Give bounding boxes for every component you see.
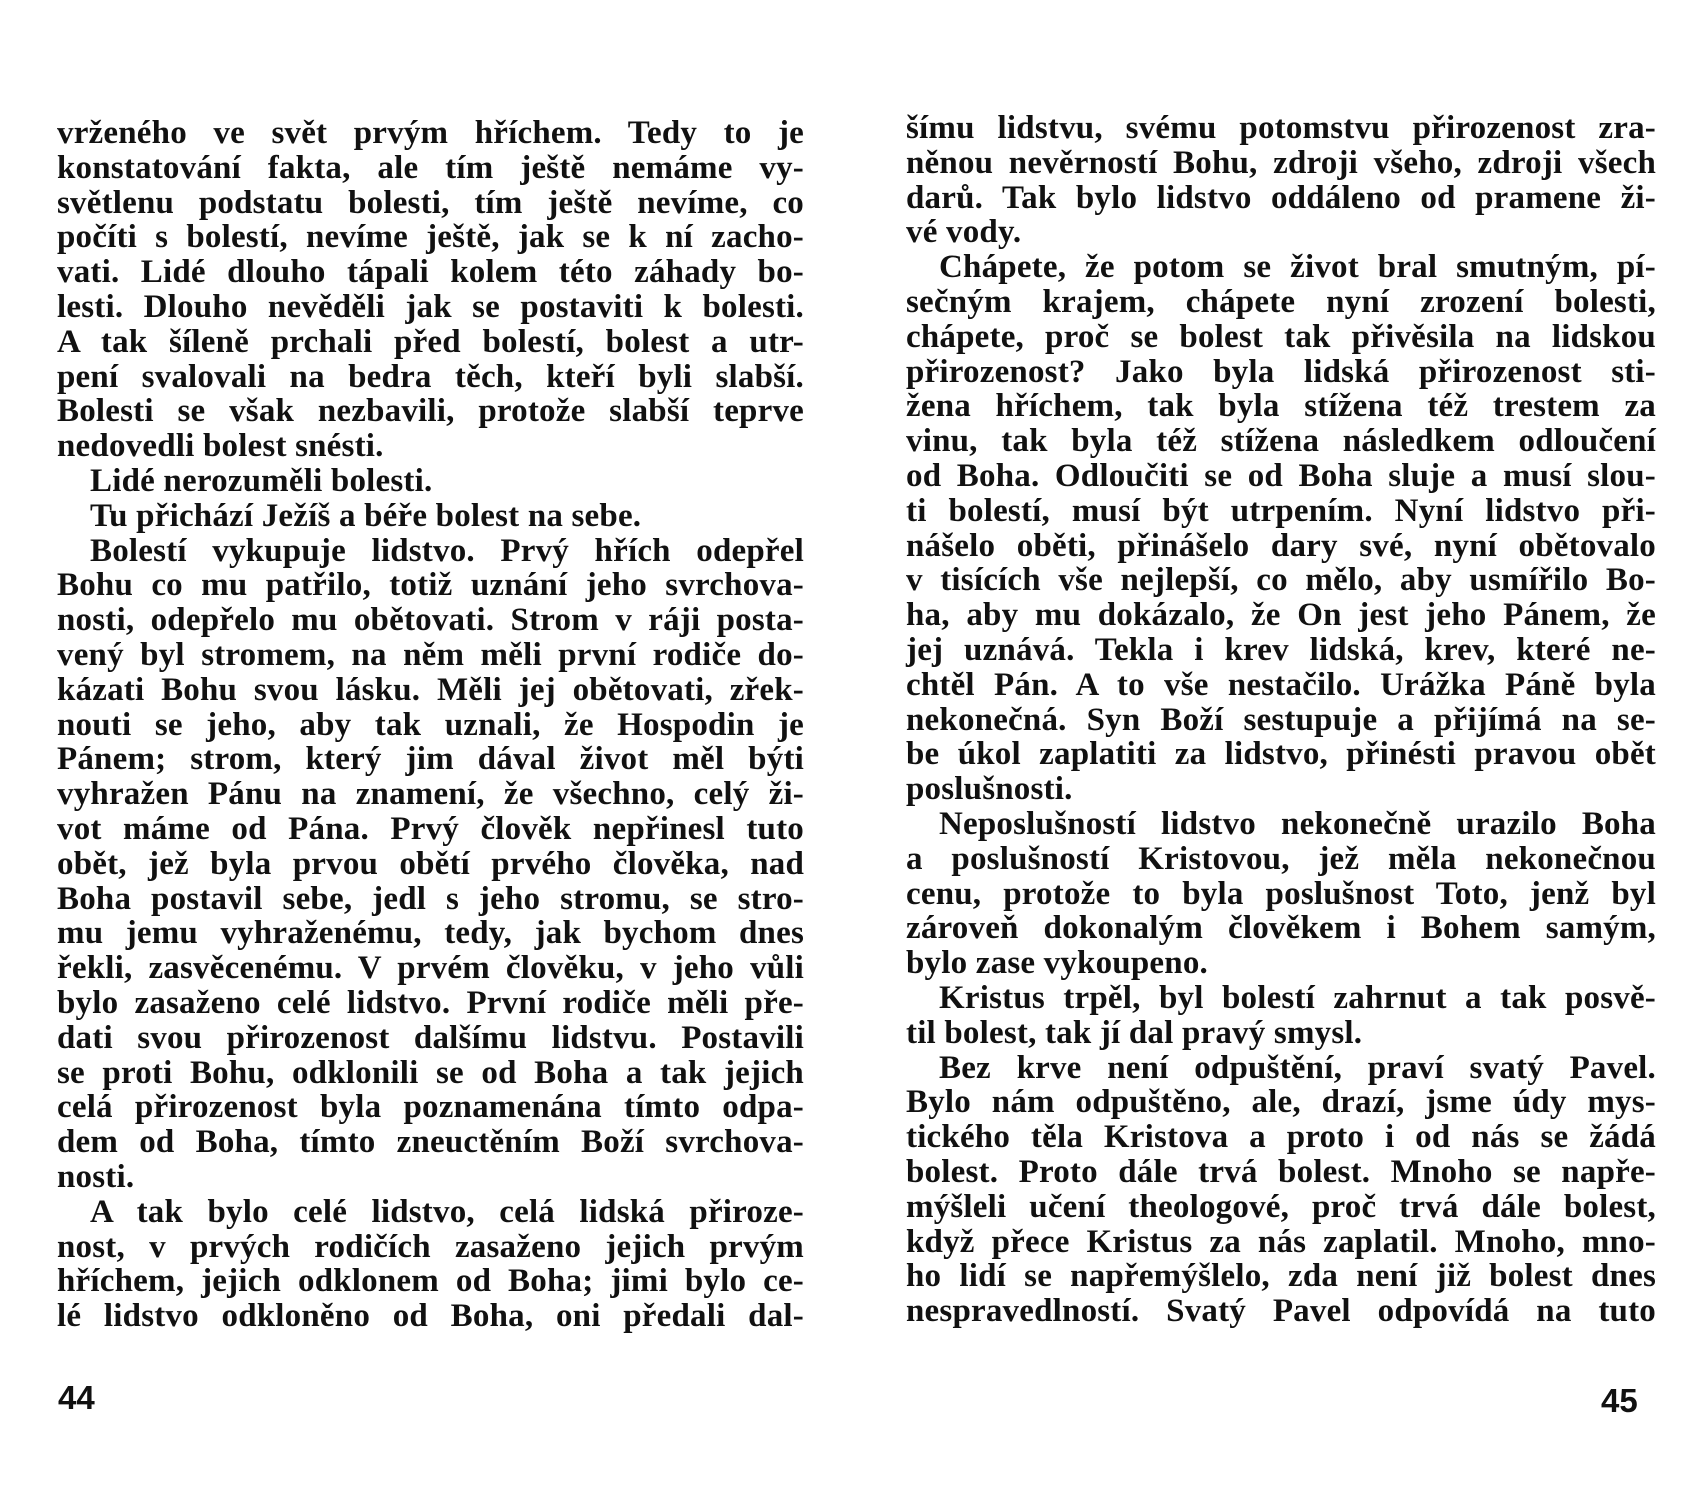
text-line: vati. Lidé dlouho tápali kolem této záhady bo- (57, 254, 804, 291)
text-line: A tak šíleně prchali před bolestí, bolest a utr- (57, 323, 804, 360)
text-line: se proti Bohu, odklonili se od Boha a tak jejich (57, 1054, 804, 1091)
text-line: když přece Kristus za nás zaplatil. Mnoho, mno- (906, 1223, 1656, 1260)
text-line: v tisících vše nejlepší, co mělo, aby usmířilo Bo- (906, 562, 1656, 599)
text-line: řekli, zasvěcenému. V prvém člověku, v jeho vůli (57, 950, 804, 987)
text-line: nost, v prvých rodičích zasaženo jejich prvým (57, 1228, 804, 1265)
text-line: vé vody. (906, 214, 1022, 251)
text-line: Neposlušností lidstvo nekonečně urazilo Boha (939, 805, 1656, 842)
text-line: mu jemu vyhraženému, tedy, jak bychom dnes (57, 915, 804, 952)
text-line: světlenu podstatu bolesti, tím ještě nevíme, co (57, 184, 804, 221)
text-line: bylo zasaženo celé lidstvo. První rodiče měli pře- (57, 984, 804, 1021)
text-line: til bolest, tak jí dal pravý smysl. (906, 1014, 1363, 1051)
text-line: Kristus trpěl, byl bolestí zahrnut a tak posvě- (939, 979, 1656, 1016)
text-line: ha, aby mu dokázalo, že On jest jeho Pánem, že (906, 597, 1656, 634)
text-line: vinu, tak byla též stížena následkem odloučení (906, 423, 1656, 460)
text-line: pení svalovali na bedra těch, kteří byli slabší. (57, 358, 804, 395)
text-line: nosti. (57, 1158, 135, 1195)
text-line: nášelo oběti, přinášelo dary své, nyní obětovalo (906, 527, 1656, 564)
text-line: obět, jež byla prvou obětí prvého člověka, nad (57, 845, 804, 882)
text-line: nouti se jeho, aby tak uznali, že Hospodin je (57, 706, 804, 743)
text-line: a poslušností Kristovou, jež měla nekonečnou (906, 840, 1656, 877)
left-page-number: 44 (58, 1379, 95, 1416)
text-line: kázati Bohu svou lásku. Měli jej obětovati, zřek- (57, 671, 804, 708)
text-line: lé lidstvo odkloněno od Boha, oni předali dal- (57, 1298, 804, 1335)
text-line: Bolesti se však nezbavili, protože slabší teprve (57, 393, 804, 430)
text-line: jej uznává. Tekla i krev lidská, krev, které ne- (906, 631, 1656, 668)
right-page (851, 0, 1702, 1500)
text-line: mýšleli učení theologové, proč trvá dále bolest, (906, 1188, 1656, 1225)
text-line: Bylo nám odpuštěno, ale, drazí, jsme údy mys- (906, 1084, 1656, 1121)
text-line: vený byl stromem, na něm měli první rodiče do- (57, 636, 804, 673)
text-line: sečným krajem, chápete nyní zrození bolesti, (906, 283, 1656, 320)
text-line: ho lidí se napřemýšlelo, zda není již bolest dnes (906, 1258, 1656, 1295)
text-line: bolest. Proto dále trvá bolest. Mnoho se napře- (906, 1153, 1656, 1190)
text-line: vrženého ve svět prvým hříchem. Tedy to je (57, 115, 804, 151)
text-line: Chápete, že potom se život bral smutným, pí- (939, 249, 1656, 286)
text-line: zároveň dokonalým člověkem i Bohem samým, (906, 910, 1656, 947)
text-line: přirozenost? Jako byla lidská přirozenost sti- (906, 353, 1656, 390)
text-line: dem od Boha, tímto zneuctěním Boží svrchova- (57, 1124, 804, 1161)
text-line: něnou nevěrností Bohu, zdroji všeho, zdroji všech (906, 144, 1656, 181)
text-line: Bohu co mu patřilo, totiž uznání jeho svrchova- (57, 567, 804, 604)
right-page-number: 45 (1601, 1382, 1638, 1419)
text-line: nekonečná. Syn Boží sestupuje a přijímá na se- (906, 701, 1656, 738)
text-line: šímu lidstvu, svému potomstvu přirozenost zra- (906, 110, 1656, 146)
text-line: poslušnosti. (906, 771, 1073, 808)
text-line: konstatování fakta, ale tím ještě nemáme vy- (57, 149, 804, 186)
text-line: Tu přichází Ježíš a béře bolest na sebe. (90, 497, 642, 534)
text-line: Lidé nerozuměli bolesti. (90, 462, 433, 499)
text-line: od Boha. Odloučiti se od Boha sluje a musí slou- (906, 457, 1656, 494)
text-line: cenu, protože to byla poslušnost Toto, jenž byl (906, 875, 1656, 912)
text-line: vot máme od Pána. Prvý člověk nepřinesl tuto (57, 810, 804, 847)
text-line: dati svou přirozenost dalšímu lidstvu. Postavili (57, 1019, 804, 1056)
text-line: bylo zase vykoupeno. (906, 945, 1208, 982)
text-line: be úkol zaplatiti za lidstvo, přinésti pravou obět (906, 736, 1656, 773)
left-page-text (57, 116, 804, 1334)
text-line: Bez krve není odpuštění, praví svatý Pavel. (939, 1049, 1656, 1086)
text-line: Bolestí vykupuje lidstvo. Prvý hřích odepřel (90, 532, 804, 569)
text-line: žena hříchem, tak byla stížena též trestem za (906, 388, 1656, 425)
text-line: nosti, odepřelo mu obětovati. Strom v ráji posta- (57, 602, 804, 639)
text-line: celá přirozenost byla poznamenána tímto odpa- (57, 1089, 804, 1126)
text-line: vyhražen Pánu na znamení, že všechno, celý ži- (57, 776, 804, 813)
text-line: počíti s bolestí, nevíme ještě, jak se k ní zacho- (57, 219, 804, 256)
text-line: tického těla Kristova a proto i od nás se žádá (906, 1119, 1656, 1156)
text-line: Boha postavil sebe, jedl s jeho stromu, se stro- (57, 880, 804, 917)
text-line: lesti. Dlouho nevěděli jak se postaviti k bolesti. (57, 288, 804, 325)
text-line: hříchem, jejich odklonem od Boha; jimi bylo ce- (57, 1263, 804, 1300)
text-line: nedovedli bolest snésti. (57, 428, 384, 465)
text-line: nespravedlností. Svatý Pavel odpovídá na tuto (906, 1293, 1656, 1330)
text-line: chtěl Pán. A to vše nestačilo. Urážka Páně byla (906, 666, 1656, 703)
text-line: darů. Tak bylo lidstvo oddáleno od pramene ži- (906, 179, 1656, 216)
text-line: A tak bylo celé lidstvo, celá lidská přiroze- (90, 1193, 804, 1230)
right-page-text (906, 111, 1656, 1329)
text-line: chápete, proč se bolest tak přivěsila na lidskou (906, 318, 1656, 355)
text-line: ti bolestí, musí být utrpením. Nyní lidstvo při- (906, 492, 1656, 529)
text-line: Pánem; strom, který jim dával život měl býti (57, 741, 804, 778)
